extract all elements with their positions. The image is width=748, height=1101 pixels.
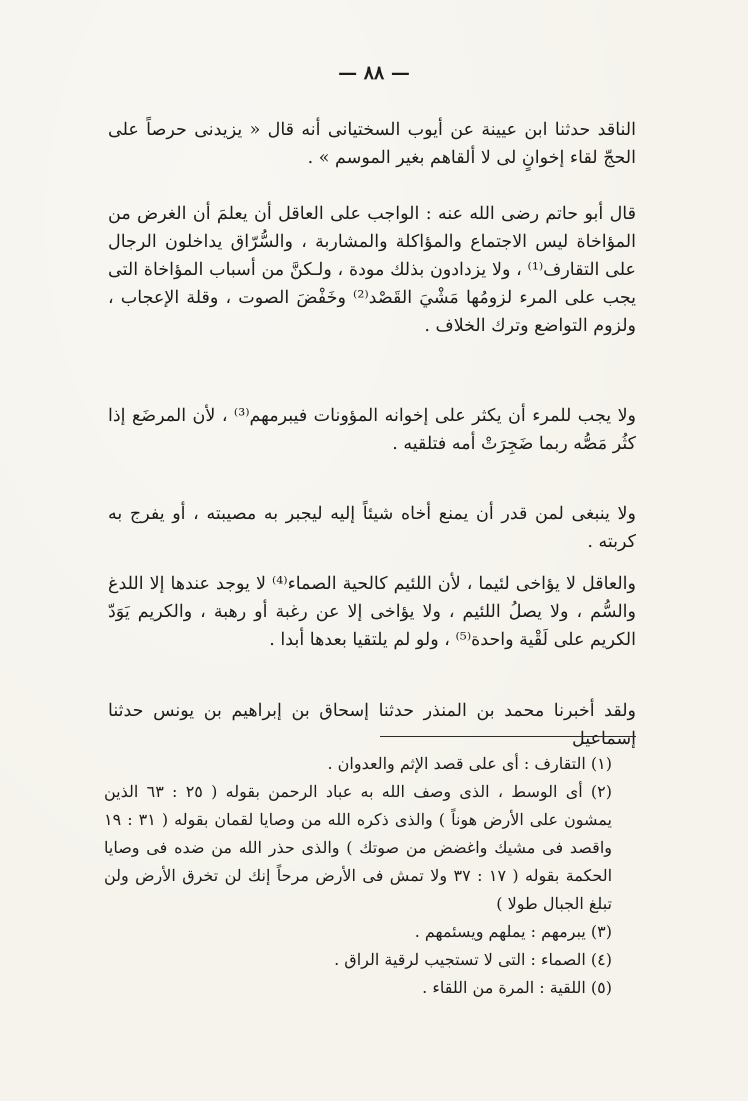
footnote-divider xyxy=(380,736,636,737)
page-number: — ٨٨ — xyxy=(338,62,410,84)
footnote-1: (١) التقارف : أى على قصد الإثم والعدوان . xyxy=(327,754,612,773)
footnotes xyxy=(104,750,636,1002)
paragraph-3: ولا يجب للمرء أن يكثر على إخوانه المؤونات فيبرمهم⁽³⁾ ، لأن المرضَع إذا كثُر مَصُّه ربما ضَجِرَتْ أمه فتلقيه . xyxy=(108,406,636,454)
paragraph-6: ولقد أخبرنا محمد بن المنذر حدثنا إسحاق بن إبراهيم بن يونس حدثنا إسماعيل xyxy=(108,701,636,749)
footnote-5: (٥) اللقية : المرة من اللقاء . xyxy=(422,978,612,997)
paragraph-4: ولا ينبغى لمن قدر أن يمنع أخاه شيئاً إليه ليجبر به مصيبته ، أو يفرج به كربته . xyxy=(108,504,636,552)
footnote-3: (٣) يبرمهم : يملهم ويسئمهم . xyxy=(414,922,612,941)
paragraph-1: الناقد حدثنا ابن عيينة عن أيوب السختيانى أنه قال « يزيدنى حرصاً على الحجّ لقاء إخوانٍ لى لا ألقاهم بغير الموسم » . xyxy=(108,120,636,168)
paragraph-2: قال أبو حاتم رضى الله عنه : الواجب على العاقل أن يعلمَ أن الغرض من المؤاخاة ليس الاجتماع والمؤاكلة والمشاربة ، والسُّرّاق يداخلون الرجال على التقارف⁽¹⁾ ، ولا يزدادون بذلك مودة ، ولـكنَّ من أسباب المؤاخاة التى يجب على المرء لزومُها مَشْيَ القَصْد⁽²⁾ وخَفْضَ الصوت ، وقلة الإعجاب ، ولزوم التواضع وترك الخلاف . xyxy=(108,204,637,336)
footnote-4: (٤) الصماء : التى لا تستجيب لرقية الراق . xyxy=(334,950,612,969)
footnote-2: (٢) أى الوسط ، الذى وصف الله به عباد الرحمن بقوله ( ٢٥ : ٦٣ الذين يمشون على الأرض هوناً ) والذى ذكره الله من وصايا لقمان بقوله ( ٣١ : ١٩ واقصد فى مشيك واغضض من صوتك ) والذى حذر الله من ضده فى وصايا الحكمة بقوله ( ١٧ : ٣٧ ولا تمش فى الأرض مرحاً إنك لن تخرق الأرض ولن تبلغ الجبال طولا ) xyxy=(104,782,613,913)
paragraph-5: والعاقل لا يؤاخى لئيما ، لأن اللئيم كالحية الصماء⁽⁴⁾ لا يوجد عندها إلا اللدغ والسُّم ، ولا يصلُ اللئيم ، ولا يؤاخى إلا عن رغبة أو رهبة ، والكريم يَوَدّ الكريم على لَقْية واحدة⁽⁵⁾ ، ولو لم يلتقيا بعدها أبدا . xyxy=(108,574,636,650)
